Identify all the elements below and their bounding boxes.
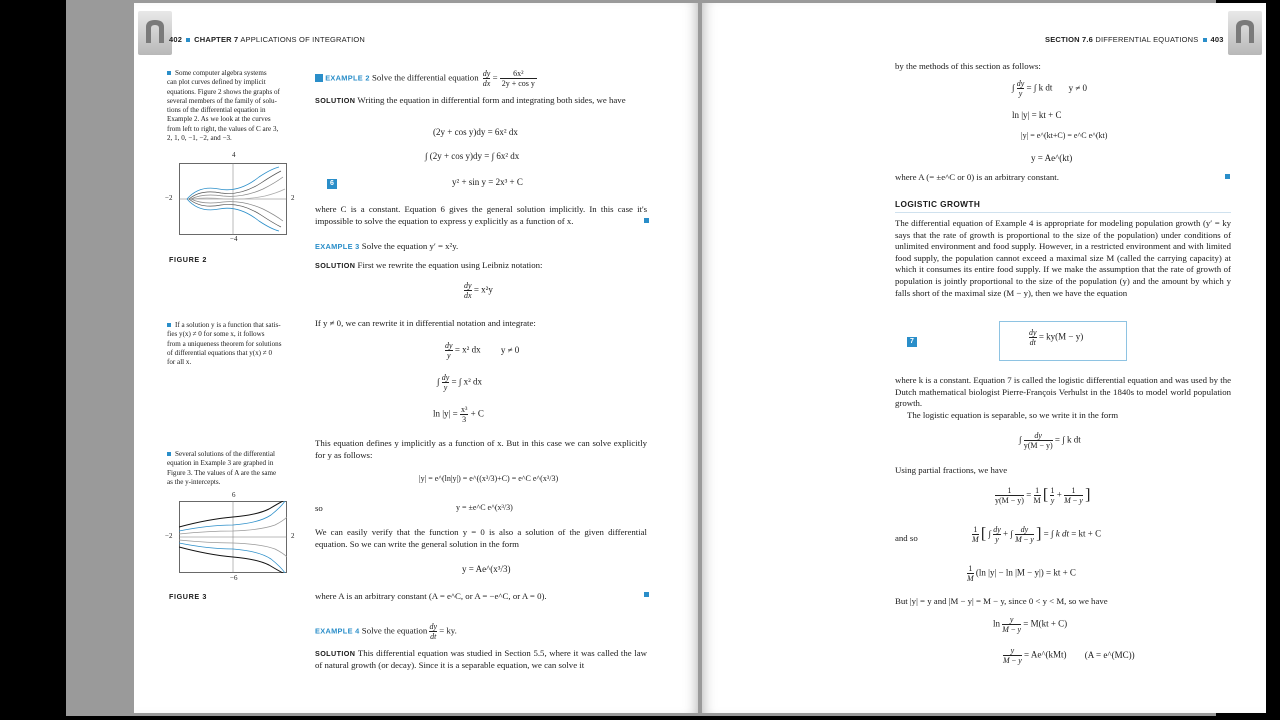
example-3-solution-intro: SOLUTION First we rewrite the equation using Leibniz notation: [315, 260, 543, 270]
eq-separate: ∫ $\frac{dy}{y}$ = ∫ k dt y ≠ 0 [1012, 79, 1088, 98]
example-marker-icon [315, 74, 323, 82]
ratio-exp-eq: $\frac{y}{M - y}$ = Ae^(kMt) (A = e^(MC)) [1003, 646, 1135, 665]
ex3-so-text: so [315, 503, 323, 513]
fig2-ybot-label: −4 [230, 235, 238, 243]
right-page [702, 3, 1266, 713]
end-of-example-marker [1225, 174, 1230, 179]
separable-form: ∫ $\frac{dy}{y(M - y)}$ = ∫ k dt [1019, 431, 1081, 450]
but-text: But |y| = y and |M − y| = M − y, since 0 < y < M, so we have [895, 596, 1108, 606]
logistic-paragraph-3: The logistic equation is separable, so we write it in the form [907, 410, 1119, 420]
section-divider [895, 212, 1231, 213]
where-text: where A (= ±e^C or 0) is an arbitrary constant. [895, 172, 1059, 182]
figure-3-caption: FIGURE 3 [169, 592, 207, 601]
ex3-where-text: where A is an arbitrary constant (A = e^C, or A = −e^C, or A = 0). [315, 591, 547, 601]
fig2-plot [179, 163, 287, 235]
and-so-text: and so [895, 533, 918, 543]
example-3-heading: EXAMPLE 3 Solve the equation y′ = x²y. [315, 241, 459, 251]
logistic-paragraph-2: where k is a constant. Equation 7 is called the logistic differential equation and was used by the Dutch mathematical biologist Pierre-François Verhulst in the 1840s to model world population growth. [895, 375, 1231, 409]
equation-number-6: 6 [327, 179, 337, 189]
left-page [134, 3, 698, 713]
intro-line: by the methods of this section as follows: [895, 61, 1041, 71]
ex2-equation-2: ∫ (2y + cos y)dy = ∫ 6x² dx [425, 151, 520, 161]
ex3-leibniz-eq: $\frac{dy}{dx}$ = x²y [464, 281, 493, 300]
example-2-heading: EXAMPLE 2 Solve the differential equation $\frac{dy}{dx}$ = $\frac{\text{6x²}}{\text{2y + cos y}}$ [315, 69, 537, 88]
ex3-paragraph: This equation defines y implicitly as a function of x. But in this case we can solve explicitly for y as follows: [315, 438, 647, 460]
partial-fractions-text: Using partial fractions, we have [895, 465, 1008, 475]
fig3-ybot-label: −6 [230, 574, 238, 582]
ex3-pm-eq: y = ±e^C e^(x³/3) [456, 503, 513, 512]
eq-ln: ln |y| = kt + C [1012, 110, 1062, 120]
ln-ratio-eq: ln $\frac{y}{M - y}$ = M(kt + C) [993, 615, 1068, 634]
equation-number-7: 7 [907, 337, 917, 347]
fig2-xleft-label: −2 [165, 194, 173, 202]
eq-abs: |y| = e^(kt+C) = e^C e^(kt) [1021, 131, 1108, 140]
right-page-header: SECTION 7.6 DIFFERENTIAL EQUATIONS 403 [1045, 35, 1224, 44]
ex3-general-solution: y = Ae^(x³/3) [462, 564, 511, 574]
end-of-example-marker [644, 592, 649, 597]
margin-note-3: Several solutions of the differential equation in Example 3 are graphed in Figure 3. The values of A are the same as the y-intercepts. [167, 450, 277, 486]
example-2-solution-intro: SOLUTION Writing the equation in differential form and integrating both sides, we have [315, 95, 626, 105]
fig3-xleft-label: −2 [165, 532, 173, 540]
ex3-eq-a: $\frac{dy}{y}$ = x² dx y ≠ 0 [445, 341, 520, 360]
margin-note-1: Some computer algebra systems can plot curves defined by implicit equations. Figure 2 shows the graphs of several members of the family of solu- tions of the differential equation in Example 2. As we look at the curves from left to right, the values of C are 3, 2, 1, 0, −1, −2, and −3. [167, 69, 280, 143]
next-page-button[interactable] [1228, 11, 1262, 55]
ln-difference-eq: $\frac{1}{M}$ (ln |y| − ln |M − y|) = kt + C [967, 564, 1076, 583]
margin-note-2: If a solution y is a function that satis- fies y(x) ≠ 0 for some x, it follows from a uniqueness theorem for solutions of differential equations that y(x) ≠ 0 for all x. [167, 321, 282, 367]
fig3-ytop-label: 6 [232, 491, 236, 499]
end-of-example-marker [644, 218, 649, 223]
partial-fraction-eq: $\frac{1}{y(M - y)}$ = $\frac{1}{M}$ [ $\frac{1}{y}$ + $\frac{1}{M - y}$ ] [995, 486, 1091, 505]
figure-2-caption: FIGURE 2 [169, 255, 207, 264]
fig3-plot [179, 501, 287, 573]
fig2-ytop-label: 4 [232, 151, 236, 159]
page-curl-icon [143, 17, 167, 45]
eq-exp-solution: y = Ae^(kt) [1031, 153, 1073, 163]
ex3-eq-b: ∫ $\frac{dy}{y}$ = ∫ x² dx [437, 373, 483, 392]
logistic-paragraph-1: The differential equation of Example 4 is appropriate for modeling population growth (y′ = ky says that the rate of growth is proportional to the size of the population) under conditions of unlimited environment and food supply. However, in a restricted environment and with limited food supply, the population cannot exceed a maximal size M (called the carrying capacity) at which it consumes its entire food supply. If we make the assumption that the rate of growth of population is jointly proportional to the size of the population (y) and the amount by which y falls short of the maximal size (M − y), then we have the equation [895, 218, 1231, 298]
fig2-xright-label: 2 [291, 194, 295, 202]
ex2-equation-1: (2y + cos y)dy = 6x² dx [433, 127, 518, 137]
left-page-header: 402 CHAPTER 7 APPLICATIONS OF INTEGRATION [169, 35, 366, 44]
example-4-solution: SOLUTION This differential equation was studied in Section 5.5, where it was called the law of natural growth (or decay). Since it is a separable equation, we can solve it [315, 648, 647, 670]
ex3-eq-c: ln |y| = $\frac{\text{x³}}{3}$ + C [433, 405, 484, 424]
section-heading: LOGISTIC GROWTH [895, 199, 981, 209]
ex2-equation-3: y² + sin y = 2x³ + C [452, 177, 523, 187]
ex3-paragraph-2: We can easily verify that the function y = 0 is also a solution of the given differential equation. So we can write the general solution in the form [315, 527, 647, 549]
fig3-xright-label: 2 [291, 532, 295, 540]
integral-sum-eq: $\frac{1}{M}$ [ ∫ $\frac{dy}{y}$ + ∫ $\frac{dy}{M - y}$ ] = ∫ k dt = kt + C [972, 525, 1102, 544]
page-curl-icon [1233, 17, 1257, 45]
ex2-conclusion: where C is a constant. Equation 6 gives the general solution implicitly. In this case it's impossible to solve the equation to express y explicitly as a function of x. [315, 204, 647, 226]
prev-page-button[interactable] [138, 11, 172, 55]
example-4-heading: EXAMPLE 4 Solve the equation $\frac{dy}{dt}$ = ky. [315, 622, 457, 641]
ex3-abs-eq: |y| = e^(ln|y|) = e^((x³/3)+C) = e^C e^(x³/3) [419, 474, 559, 483]
ex3-nonzero-text: If y ≠ 0, we can rewrite it in differential notation and integrate: [315, 318, 536, 328]
document-viewer [66, 0, 1231, 716]
logistic-equation: $\frac{dy}{dt}$ = ky(M − y) [1029, 328, 1084, 347]
